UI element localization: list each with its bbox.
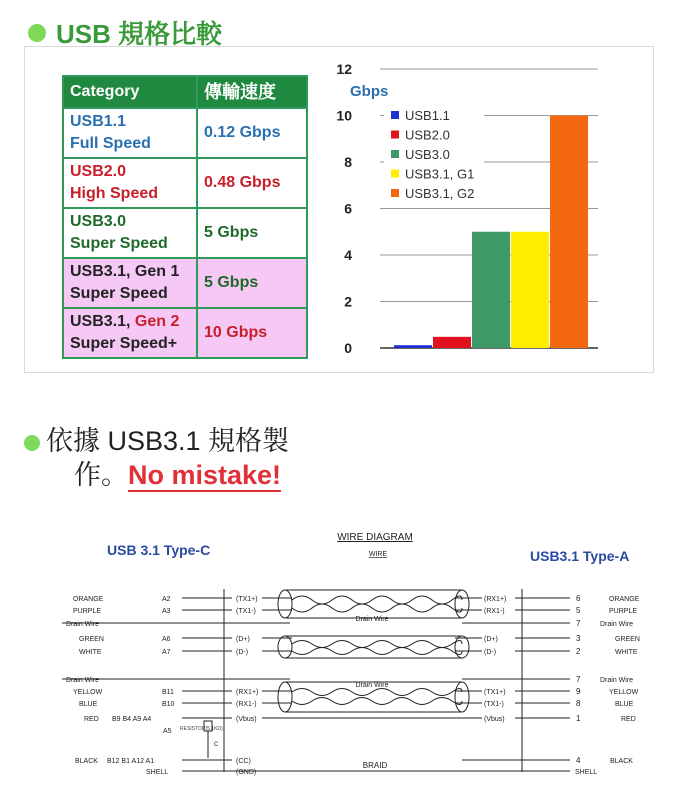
legend-swatch [391,111,399,119]
right-signal-label: (D+) [484,636,498,643]
bar-usb3-1-g1 [511,232,549,348]
left-signal-label: (CC) [236,758,251,765]
category-name: USB3.0 [70,213,127,230]
category-name: USB2.0 [70,163,127,180]
drain-wire-label-1: Drain Wire [355,616,389,623]
speed-cell: 5 Gbps [197,208,307,258]
legend-swatch [391,189,399,197]
type-c-title: USB 3.1 Type-C [107,542,211,558]
right-wire-label: GREEN [615,636,640,643]
right-pin-label: 9 [576,687,581,696]
legend-label: USB1.1 [405,108,450,123]
y-tick-label: 12 [336,61,352,77]
right-wire-label: BLUE [615,701,634,708]
shell-right: SHELL [575,769,598,776]
capacitor-label: C [214,742,219,748]
right-pin-label: 1 [576,714,581,723]
category-speed-name: Super Speed [70,285,168,302]
left-wire-label: WHITE [79,649,102,656]
left-wire-label: Drain Wire [66,677,100,684]
bullet-icon [24,435,40,451]
note-line1: 依據 USB3.1 規格製 [46,426,290,456]
note-line2-prefix: 作。 [74,460,128,490]
left-signal-label: (RX1-) [236,701,257,708]
speed-cell: 0.48 Gbps [197,158,307,208]
bar-usb3-1-g2 [550,116,588,349]
wire-diagram-title: WIRE DIAGRAM [337,532,413,543]
right-signal-label: (TX1-) [484,701,504,708]
category-speed-name: Full Speed [70,135,151,152]
left-pin-label: B9 B4 A9 A4 [112,716,152,723]
right-pin-label: 2 [576,647,581,656]
right-pin-label: 3 [576,634,581,643]
legend-label: USB3.1, G2 [405,186,475,201]
section-title-spec-note [24,424,289,492]
right-signal-label: (Vbus) [484,716,505,723]
right-signal-label: (RX1+) [484,596,507,603]
right-wire-label: PURPLE [609,608,638,615]
right-wire-label: ORANGE [609,596,640,603]
right-pin-label: 4 [576,756,581,765]
left-signal-label: (RX1+) [236,689,259,696]
right-wire-label: WHITE [615,649,638,656]
right-wire-label: Drain Wire [600,621,634,628]
right-pin-label: 5 [576,606,581,615]
left-pin-label: A3 [162,608,171,615]
speed-bar-chart [0,0,700,400]
right-signal-label: (TX1+) [484,689,506,696]
bar-usb3-0 [472,232,510,348]
category-gen: Gen 2 [134,313,180,330]
left-wire-label: RED [84,716,99,723]
category-name: USB1.1 [70,113,127,130]
right-wire-label: BLACK [610,758,633,765]
bar-usb2-0 [433,337,471,348]
left-signal-label: (Vbus) [236,716,257,723]
legend-label: USB3.1, G1 [405,166,475,182]
right-pin-label: 8 [576,699,581,708]
right-signal-label: (D-) [484,649,497,656]
drain-wire-label-2: Drain Wire [355,682,389,689]
wire-diagram [0,520,700,805]
legend-swatch [391,131,399,139]
category-speed-name: Super Speed+ [70,335,178,352]
right-wire-label: RED [621,716,636,723]
right-pin-label: 7 [576,619,581,628]
category-speed-name: Super Speed [70,235,168,252]
left-wire-label: PURPLE [73,608,102,615]
chart-ylabel: Gbps [350,83,389,100]
y-tick-label: 2 [344,293,352,310]
braid-label: BRAID [362,761,388,770]
resistor-note: RESISTOR(5.1KΩ) [180,726,223,732]
left-pin-label: A6 [162,636,171,643]
legend-swatch [391,170,399,178]
left-pin-label: B12 B1 A12 A1 [107,758,155,765]
right-pin-label: 7 [576,675,581,684]
right-signal-label: (RX1-) [484,608,505,615]
left-signal-label: (TX1-) [236,608,256,615]
y-tick-label: 10 [336,107,352,124]
pin-a5: A5 [163,728,172,735]
speed-cell: 0.12 Gbps [197,108,307,158]
y-tick-label: 8 [344,154,352,170]
left-wire-label: ORANGE [73,596,104,603]
left-wire-label: Drain Wire [66,621,100,628]
left-pin-label: A7 [162,649,171,656]
left-signal-label: (TX1+) [236,596,258,603]
speed-cell: 10 Gbps [197,308,307,358]
category-name: USB3.1, [70,313,135,330]
y-tick-label: 0 [344,340,352,356]
right-wire-label: Drain Wire [600,677,634,684]
left-wire-label: YELLOW [73,689,103,696]
left-signal-label: (D+) [236,636,250,643]
type-a-title: USB3.1 Type-A [530,548,630,564]
note-highlight: No mistake! [128,460,282,490]
left-pin-label: B11 [162,689,174,696]
y-tick-label: 4 [344,247,352,263]
speed-cell: 5 Gbps [197,258,307,308]
legend-label: USB2.0 [405,127,450,143]
left-pin-label: B10 [162,701,175,708]
left-wire-label: BLACK [75,758,98,765]
right-wire-label: YELLOW [609,689,639,696]
y-tick-label: 6 [344,200,352,217]
left-signal-label: (D-) [236,649,249,656]
left-pin-label: A2 [162,596,171,603]
right-pin-label: 6 [576,594,581,603]
left-wire-label: BLUE [79,701,98,708]
wire-diagram-subtitle: WIRE [368,551,388,558]
left-wire-label: GREEN [79,636,104,643]
legend-label: USB3.0 [405,147,450,162]
legend-swatch [391,150,399,158]
bar-usb1-1 [394,345,432,348]
section-title-text: USB 規格比較 [56,19,223,49]
left-signal-label: (GND) [236,769,257,776]
header-category: Category [63,76,197,108]
header-speed: 傳輸速度 [197,76,307,108]
category-speed-name: High Speed [70,185,159,202]
left-wire-label: SHELL [146,769,169,776]
category-name: USB3.1, Gen 1 [70,263,180,280]
